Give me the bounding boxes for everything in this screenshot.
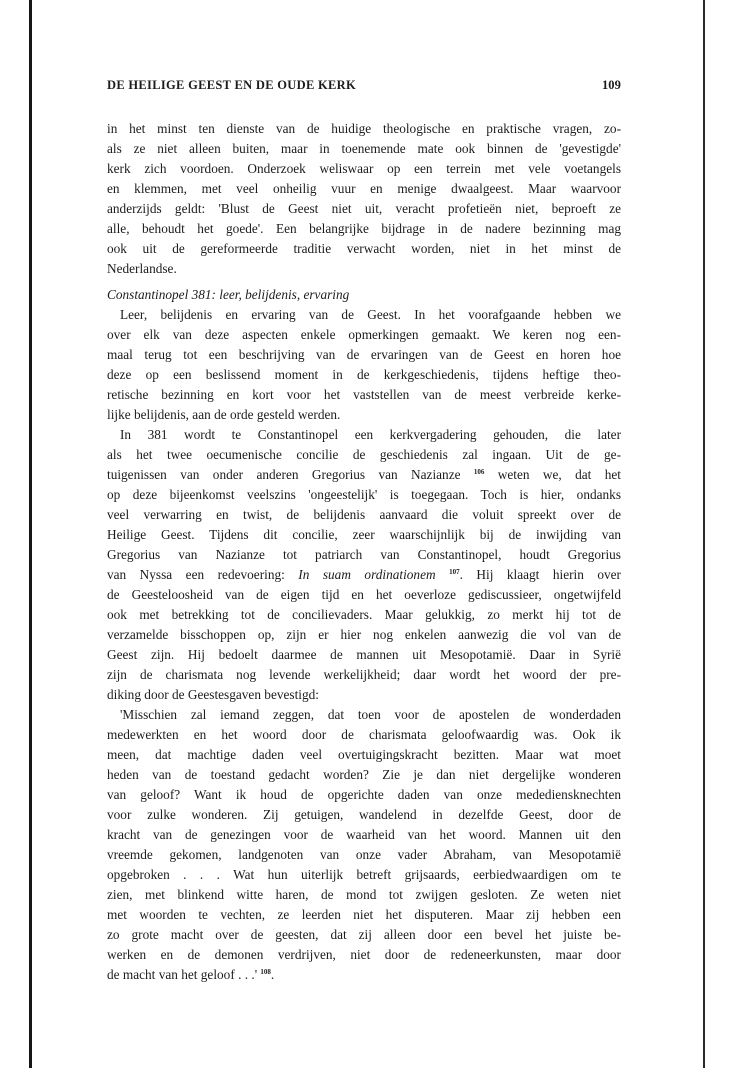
text-segment: .: [270, 967, 275, 982]
text-line: voor zulke wonderen. Zij getuigen, wandelend in dezelfde Geest, door de: [107, 807, 621, 822]
text-segment: . Hij klaagt hierin over: [459, 567, 621, 582]
text-line: opgebroken . . . Wat hun uiterlijk betreft grijsaards, eerbiedwaardigen om te: [107, 867, 621, 882]
text-line: als ze niet alleen buiten, maar in toenemende mate ook binnen de 'gevestigde': [107, 141, 621, 156]
text-line: verzamelde bisschoppen op, zijn er hier nog enkelen aanwezig die vol van de: [107, 627, 621, 642]
text-segment: de macht van het geloof . . .': [107, 967, 258, 982]
work-title: In suam ordinationem: [298, 567, 436, 582]
footnote-ref-107: 107: [449, 568, 460, 576]
text-line: zien, met blinkend witte haren, de mond tot zwijgen gesloten. Ze weten niet: [107, 887, 621, 902]
text-line: Gregorius van Nazianze tot patriarch van Constantinopel, houdt Gregorius: [107, 547, 621, 562]
text-line: met woorden te vechten, ze leerden niet het disputeren. Maar zij hebben een: [107, 907, 621, 922]
text-line: kerk zich voordoen. Onderzoek weliswaar op een terrein met vele voetangels: [107, 161, 621, 176]
running-head: [107, 78, 621, 96]
text-line: vreemde gekomen, landgenoten van onze vader Abraham, van Mesopotamië: [107, 847, 621, 862]
text-line: op deze bijeenkomst veelszins 'ongeestelijk' is toegegaan. Toch is hier, ondanks: [107, 487, 621, 502]
text-line: de Geesteloosheid van de eigen tijd en het oeverloze gediscussieer, ongetwijfeld: [107, 587, 621, 602]
text-line: van geloof? Want ik houd de opgerichte daden van onze medediensknechten: [107, 787, 621, 802]
text-line: 'Misschien zal iemand zeggen, dat toen voor de apostelen de wonderdaden: [120, 707, 621, 722]
text-line: medewerkten en het woord door de charismata geloofwaardig was. Ook ik: [107, 727, 621, 742]
text-segment: van Nyssa een redevoering:: [107, 567, 299, 582]
page-edge-right: [703, 0, 705, 1068]
text-segment: weten we, dat het: [484, 467, 622, 482]
text-line: en klemmen, met veel onheilig vuur en menige dwaalgeest. Maar waarvoor: [107, 181, 621, 196]
text-line: zo grote macht over de geesten, dat zij alleen door een bevel het juiste be-: [107, 927, 621, 942]
running-head-title: DE HEILIGE GEEST EN DE OUDE KERK: [107, 78, 357, 92]
text-line: kracht van de genezingen voor de waarheid van het woord. Mannen uit den: [107, 827, 621, 842]
footnote-ref-108: 108: [260, 968, 271, 976]
text-line: diking door de Geestesgaven bevestigd:: [107, 687, 319, 702]
text-line: [107, 465, 621, 485]
text-line: Geest zijn. Hij bedoelt daarmee de mannen uit Mesopotamië. Daar in Syrië: [107, 647, 621, 662]
text-line: deze op een beslissend moment in de kerkgeschiedenis, tijdens heftige theo-: [107, 367, 621, 382]
text-line: [107, 965, 621, 985]
text-line: lijke belijdenis, aan de orde gesteld werden.: [107, 407, 341, 422]
text-line: meen, dat machtige daden veel overtuigingskracht bezitten. Maar wat moet: [107, 747, 621, 762]
page-number: 109: [601, 78, 621, 92]
text-line: werken en de demonen verdrijven, niet door de redeneerkunsten, maar door: [107, 947, 621, 962]
section-heading: Constantinopel 381: leer, belijdenis, ervaring: [107, 287, 350, 302]
text-line: [107, 565, 621, 585]
text-line: alle, behoudt het goede'. Een belangrijke bijdrage in de nadere bezinning mag: [107, 221, 621, 236]
text-line: heden van de toestand gedacht worden? Zie je dan niet dergelijke wonderen: [107, 767, 621, 782]
text-line: retische bezinning en kort voor het vaststellen van de meest verbreide kerke-: [107, 387, 621, 402]
footnote-ref-106: 106: [473, 468, 485, 476]
text-line: ook uit de gereformeerde traditie verwacht worden, niet in het minst de: [107, 241, 621, 256]
text-line: In 381 wordt te Constantinopel een kerkvergadering gehouden, die later: [120, 427, 621, 442]
text-line: Heilige Geest. Tijdens dit concilie, zeer waarschijnlijk bij de inwijding van: [107, 527, 621, 542]
text-line: in het minst ten dienste van de huidige theologische en praktische vragen, zo-: [107, 121, 621, 136]
text-line: veel verwarring en twist, de belijdenis aanvaard die voluit spreekt over de: [107, 507, 621, 522]
text-line: maal terug tot een beschrijving van de ervaringen van de Geest en horen hoe: [107, 347, 621, 362]
text-segment: tuigenissen van onder anderen Gregorius van Nazianze: [107, 467, 461, 482]
text-line: Leer, belijdenis en ervaring van de Geest. In het voorafgaande hebben we: [120, 307, 621, 322]
page-edge-left: [29, 0, 32, 1068]
text-line: ook met betrekking tot de concilievaders. Maar gelukkig, zo merkt hij tot de: [107, 607, 621, 622]
text-line: over elk van deze aspecten enkele opmerkingen gemaakt. We keren nog een-: [107, 327, 621, 342]
text-line: anderzijds geldt: 'Blust de Geest niet uit, veracht profetieën niet, beproeft ze: [107, 201, 621, 216]
text-line: zijn de charismata nog levende werkelijkheid; daar wordt het woord der pre-: [107, 667, 621, 682]
text-line: Nederlandse.: [107, 261, 177, 276]
text-line: als het twee oecumenische concilie de geschiedenis zal ingaan. Uit de ge-: [107, 447, 621, 462]
